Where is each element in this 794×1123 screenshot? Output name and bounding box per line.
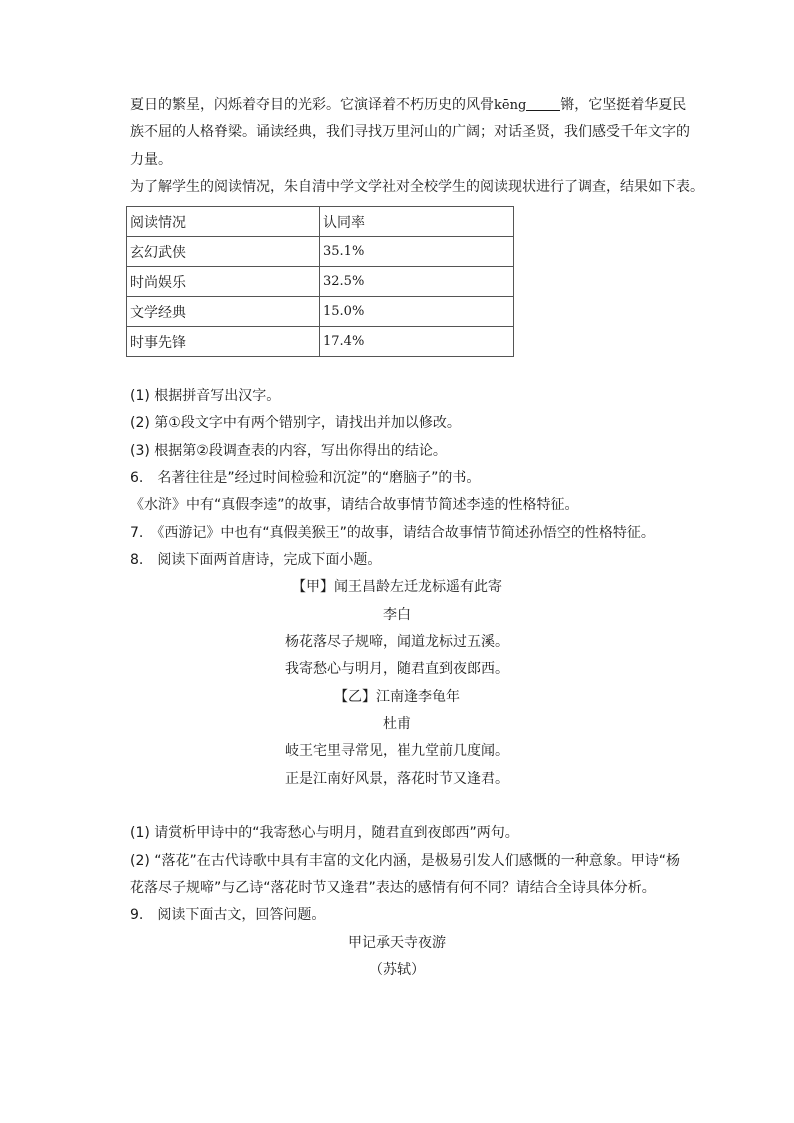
question8-sub1: (1) 请赏析甲诗中的“我寄愁心与明月，随君直到夜郎西”两句。: [130, 825, 519, 841]
question5-sub3: (3) 根据第②段调查表的内容，写出你得出的结论。: [130, 443, 447, 459]
table-row: [127, 237, 514, 267]
question6-line2: 《水浒》中有“真假李逵”的故事，请结合故事情节简述李逵的性格特征。: [130, 497, 579, 513]
question5-sub1: (1) 根据拼音写出汉字。: [130, 388, 281, 404]
poem1-line2: 我寄愁心与明月，随君直到夜郎西。: [285, 661, 509, 677]
question7: 7. 《西游记》中也有“真假美猴王”的故事，请结合故事情节简述孙悟空的性格特征。: [130, 525, 655, 541]
table-header-row: [127, 207, 514, 237]
poem1-line1: 杨花落尽子规啼，闻道龙标过五溪。: [285, 634, 509, 650]
poem2-title: 【乙】江南逢李龟年: [334, 689, 460, 705]
table-cell-rate: 17.4%: [320, 327, 514, 357]
paragraph1-text-b: 锵，它坚挺着华夏民: [560, 97, 687, 113]
table-header-cell: 阅读情况: [127, 207, 320, 237]
poem2-author: 杜甫: [383, 716, 411, 732]
passage-author: （苏轼）: [369, 962, 425, 978]
question5-sub2: (2) 第①段文字中有两个错别字，请找出并加以修改。: [130, 415, 461, 431]
question6-line1: 6. 名著往往是”经过时间检验和沉淀”的“磨脑子”的书。: [130, 470, 481, 486]
table-row: [127, 297, 514, 327]
question8-sub2-line2: 花落尽子规啼”与乙诗“落花时节又逢君”表达的感情有何不同？请结合全诗具体分析。: [130, 880, 656, 896]
paragraph2: 为了解学生的阅读情况，朱自清中学文学社对全校学生的阅读现状进行了调查，结果如下表。: [130, 179, 704, 195]
question8-intro: 8. 阅读下面两首唐诗，完成下面小题。: [130, 552, 382, 568]
table-cell-category: 时事先锋: [127, 327, 320, 357]
passage-title: 甲记承天寺夜游: [348, 935, 446, 951]
question9-intro: 9. 阅读下面古文，回答问题。: [130, 907, 326, 923]
poem1-author: 李白: [383, 607, 411, 623]
table-cell-rate: 32.5%: [320, 267, 514, 297]
paragraph1-line3: 力量。: [130, 152, 172, 168]
survey-table: [126, 206, 514, 357]
table-header-cell: 认同率: [320, 207, 514, 237]
answer-blank: [526, 96, 560, 111]
table-cell-rate: 15.0%: [320, 297, 514, 327]
paragraph1-line2: 族不屈的人格脊梁。诵读经典，我们寻找万里河山的广阔；对话圣贤，我们感受千年文字的: [130, 124, 690, 140]
table-cell-category: 文学经典: [127, 297, 320, 327]
poem1-title: 【甲】闻王昌龄左迁龙标遥有此寄: [292, 579, 502, 595]
table-cell-category: 时尚娱乐: [127, 267, 320, 297]
paragraph1-line1: [130, 95, 686, 116]
pinyin-text: kēng: [494, 98, 527, 113]
table-row: [127, 327, 514, 357]
poem2-line2: 正是江南好风景，落花时节又逢君。: [285, 771, 509, 787]
poem2-line1: 岐王宅里寻常见，崔九堂前几度闻。: [285, 743, 509, 759]
table-cell-category: 玄幻武侠: [127, 237, 320, 267]
question8-sub2-line1: (2) “落花”在古代诗歌中具有丰富的文化内涵，是极易引发人们感慨的一种意象。甲诗“杨: [130, 853, 681, 869]
table-cell-rate: 35.1%: [320, 237, 514, 267]
paragraph1-text-a: 夏日的繁星，闪烁着夺目的光彩。它演译着不朽历史的风骨: [130, 97, 494, 113]
table-row: [127, 267, 514, 297]
